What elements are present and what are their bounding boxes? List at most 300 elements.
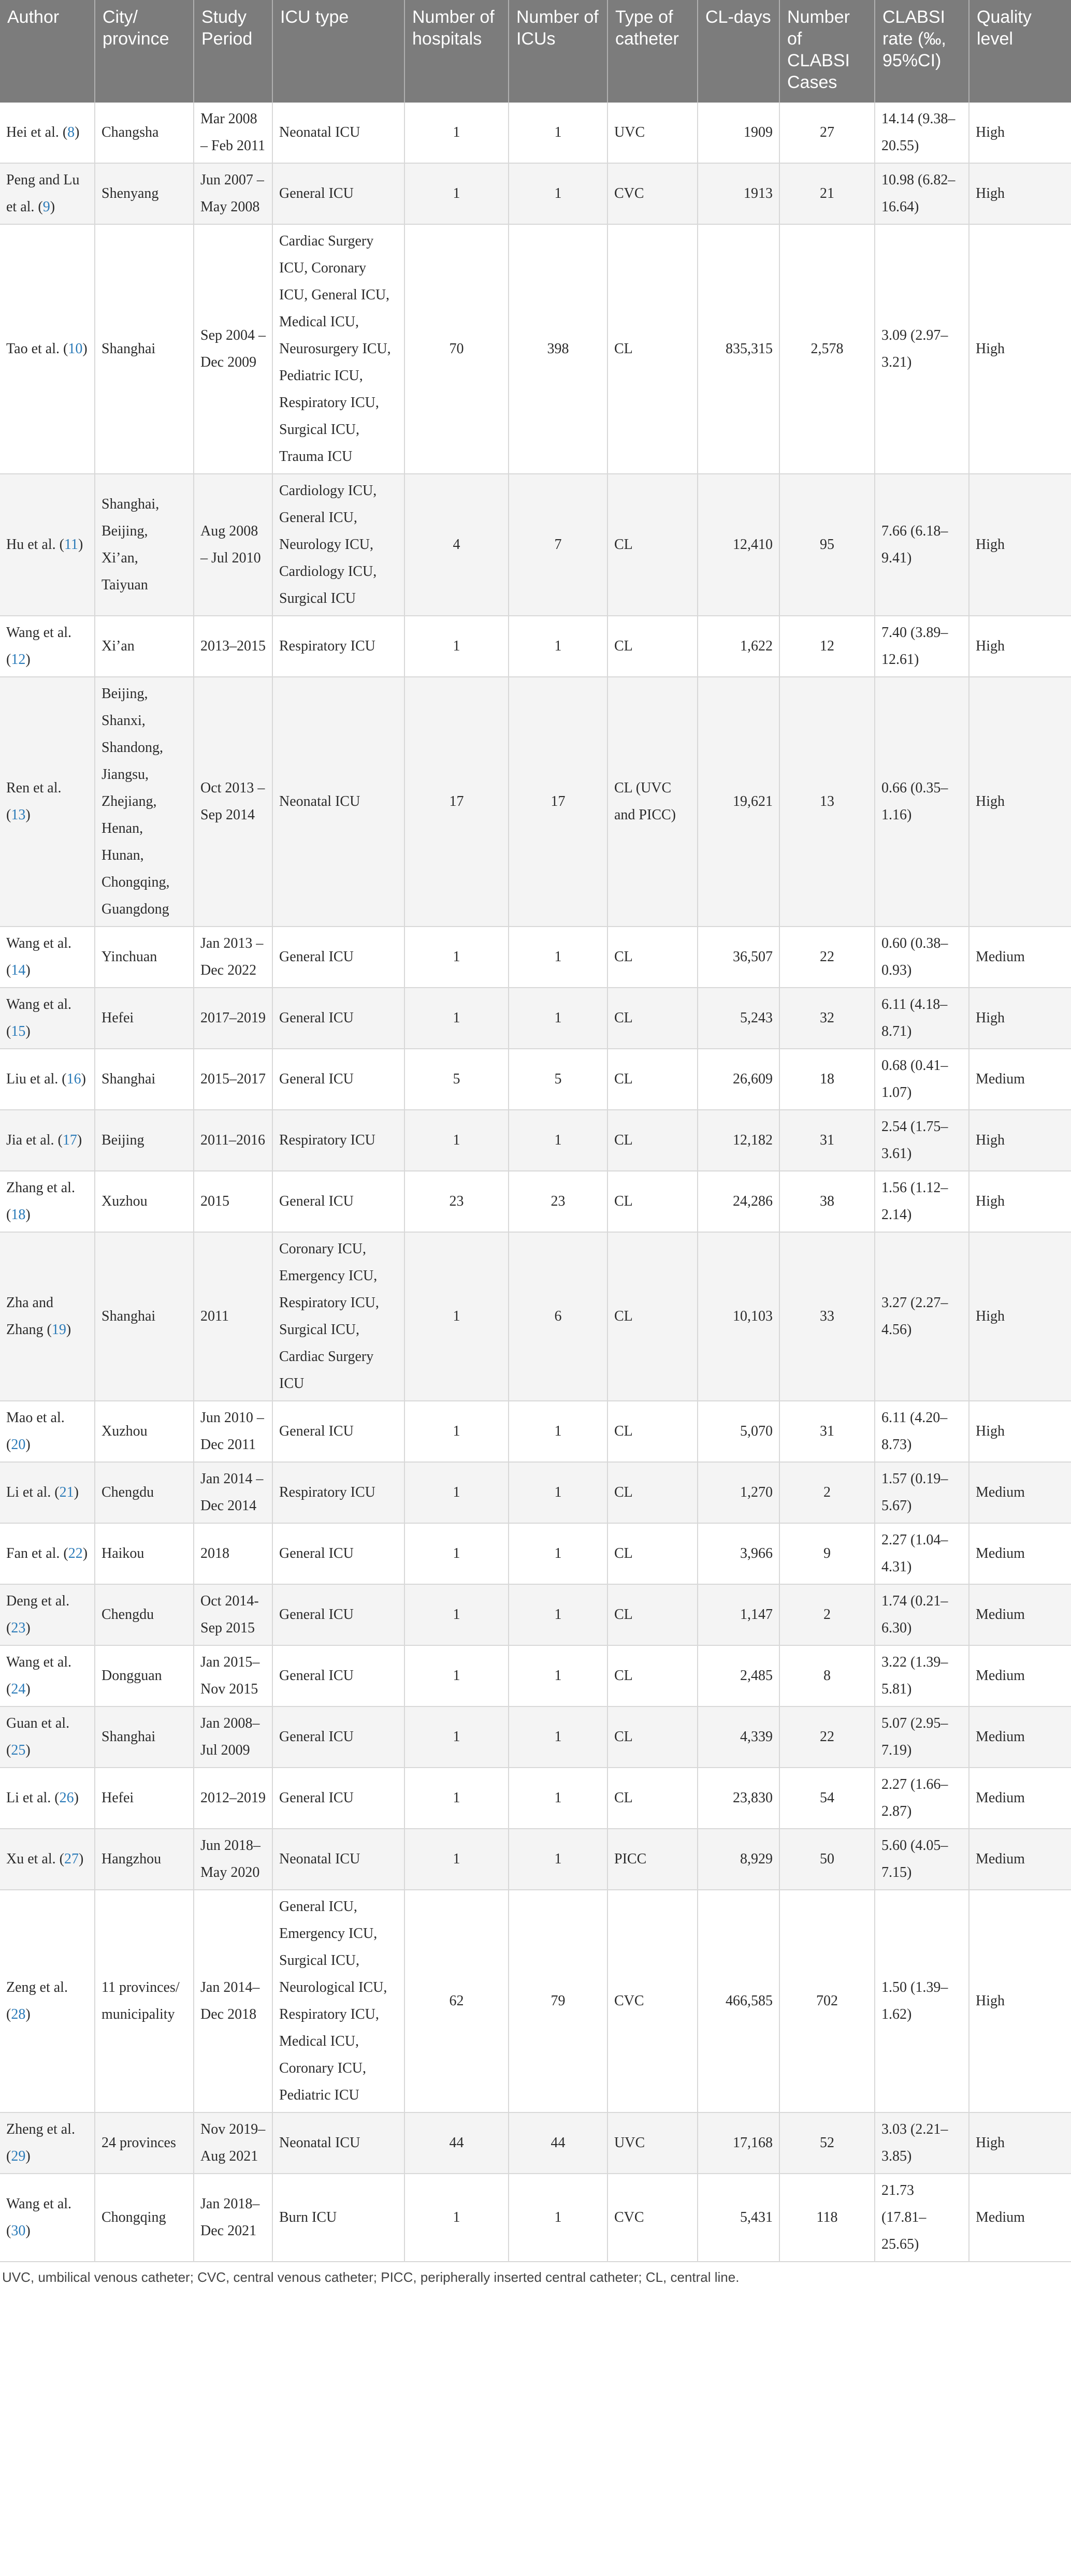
reference-link[interactable]: 20 [11, 1437, 26, 1453]
icus-count-cell: 6 [509, 1232, 607, 1401]
cl-days-cell: 5,070 [698, 1401, 779, 1462]
quality-level-cell: Medium [969, 1706, 1071, 1768]
icu-type-cell: General ICU [272, 1768, 404, 1829]
table-row [0, 2112, 1071, 2174]
reference-link[interactable]: 17 [62, 1132, 77, 1148]
column-header: Number of hospitals [404, 0, 509, 103]
cl-days-cell: 5,243 [698, 988, 779, 1049]
quality-level-cell: Medium [969, 1049, 1071, 1110]
icus-count-cell: 1 [509, 1401, 607, 1462]
clabsi-rate-cell: 2.27 (1.04–4.31) [875, 1523, 969, 1584]
author-name: Wang et al. [6, 625, 72, 641]
city-cell: Shenyang [95, 163, 194, 224]
table-row [0, 988, 1071, 1049]
author-name: Li et al. [6, 1790, 51, 1806]
study-period-cell: 2011 [194, 1232, 272, 1401]
study-period-cell: Jun 2010 – Dec 2011 [194, 1401, 272, 1462]
study-period-cell: Jan 2015– Nov 2015 [194, 1645, 272, 1706]
icu-type-cell: Respiratory ICU [272, 1110, 404, 1171]
study-period-cell: Jan 2014– Dec 2018 [194, 1890, 272, 2112]
hospitals-count-cell: 1 [404, 103, 509, 163]
study-period-cell: Aug 2008 – Jul 2010 [194, 474, 272, 616]
clabsi-rate-cell: 0.66 (0.35–1.16) [875, 677, 969, 927]
table-body [0, 103, 1071, 2262]
quality-level-cell: Medium [969, 1462, 1071, 1523]
catheter-type-cell: UVC [607, 2112, 698, 2174]
icu-type-cell: General ICU [272, 1171, 404, 1232]
clabsi-rate-cell: 1.74 (0.21–6.30) [875, 1584, 969, 1645]
icu-type-cell: Burn ICU [272, 2174, 404, 2262]
cl-days-cell: 1913 [698, 163, 779, 224]
icus-count-cell: 1 [509, 1584, 607, 1645]
quality-level-cell: High [969, 1401, 1071, 1462]
reference-link[interactable]: 11 [64, 537, 78, 553]
hospitals-count-cell: 1 [404, 1584, 509, 1645]
reference-link[interactable]: 15 [11, 1023, 26, 1039]
quality-level-cell: High [969, 2112, 1071, 2174]
author-cell: Zha and Zhang (19) [0, 1232, 95, 1401]
author-cell: Liu et al. (16) [0, 1049, 95, 1110]
study-period-cell: Oct 2013 – Sep 2014 [194, 677, 272, 927]
catheter-type-cell: CL [607, 1401, 698, 1462]
author-cell: Zeng et al. (28) [0, 1890, 95, 2112]
study-period-cell: Jun 2007 – May 2008 [194, 163, 272, 224]
cl-days-cell: 1,622 [698, 616, 779, 677]
icus-count-cell: 1 [509, 1768, 607, 1829]
icus-count-cell: 1 [509, 927, 607, 988]
icu-type-cell: General ICU [272, 163, 404, 224]
icu-type-cell: Coronary ICU, Emergency ICU, Respiratory ICU, Surgical ICU, Cardiac Surgery ICU [272, 1232, 404, 1401]
cl-days-cell: 1,270 [698, 1462, 779, 1523]
table-row [0, 1768, 1071, 1829]
study-period-cell: 2012–2019 [194, 1768, 272, 1829]
author-name: Xu et al. [6, 1851, 56, 1867]
clabsi-rate-cell: 21.73 (17.81–25.65) [875, 2174, 969, 2262]
clabsi-cases-cell: 31 [779, 1401, 875, 1462]
study-period-cell: 2015 [194, 1171, 272, 1232]
table-row [0, 474, 1071, 616]
clabsi-rate-cell: 2.54 (1.75–3.61) [875, 1110, 969, 1171]
table-row [0, 677, 1071, 927]
clabsi-cases-cell: 2,578 [779, 224, 875, 474]
table-row [0, 1706, 1071, 1768]
reference-link[interactable]: 12 [11, 652, 26, 668]
table-row [0, 927, 1071, 988]
catheter-type-cell: CL [607, 474, 698, 616]
study-period-cell: Oct 2014- Sep 2015 [194, 1584, 272, 1645]
icu-type-cell: General ICU [272, 988, 404, 1049]
hospitals-count-cell: 70 [404, 224, 509, 474]
icus-count-cell: 1 [509, 1523, 607, 1584]
hospitals-count-cell: 1 [404, 1706, 509, 1768]
city-cell: Haikou [95, 1523, 194, 1584]
author-cell: Li et al. (21) [0, 1462, 95, 1523]
quality-level-cell: Medium [969, 1523, 1071, 1584]
clabsi-rate-cell: 0.60 (0.38–0.93) [875, 927, 969, 988]
author-cell: Peng and Lu et al. (9) [0, 163, 95, 224]
hospitals-count-cell: 1 [404, 1645, 509, 1706]
clabsi-rate-cell: 6.11 (4.20–8.73) [875, 1401, 969, 1462]
clabsi-cases-cell: 13 [779, 677, 875, 927]
quality-level-cell: Medium [969, 1768, 1071, 1829]
quality-level-cell: High [969, 103, 1071, 163]
clabsi-cases-cell: 8 [779, 1645, 875, 1706]
cl-days-cell: 24,286 [698, 1171, 779, 1232]
column-header: Quality level [969, 0, 1071, 103]
clabsi-cases-cell: 33 [779, 1232, 875, 1401]
clabsi-cases-cell: 12 [779, 616, 875, 677]
study-period-cell: 2013–2015 [194, 616, 272, 677]
quality-level-cell: High [969, 224, 1071, 474]
hospitals-count-cell: 1 [404, 1523, 509, 1584]
hospitals-count-cell: 62 [404, 1890, 509, 2112]
author-cell: Jia et al. (17) [0, 1110, 95, 1171]
clabsi-rate-cell: 1.57 (0.19–5.67) [875, 1462, 969, 1523]
hospitals-count-cell: 1 [404, 616, 509, 677]
quality-level-cell: Medium [969, 927, 1071, 988]
city-cell: Shanghai [95, 1706, 194, 1768]
author-name: Wang et al. [6, 935, 72, 951]
column-header: Number of ICUs [509, 0, 607, 103]
catheter-type-cell: UVC [607, 103, 698, 163]
city-cell: Changsha [95, 103, 194, 163]
reference-link[interactable]: 22 [68, 1545, 83, 1561]
cl-days-cell: 3,966 [698, 1523, 779, 1584]
hospitals-count-cell: 5 [404, 1049, 509, 1110]
table-row [0, 1171, 1071, 1232]
author-cell: Guan et al. (25) [0, 1706, 95, 1768]
clabsi-rate-cell: 0.68 (0.41–1.07) [875, 1049, 969, 1110]
city-cell: Shanghai, Beijing, Xi’an, Taiyuan [95, 474, 194, 616]
quality-level-cell: High [969, 677, 1071, 927]
table-row [0, 2174, 1071, 2262]
author-name: Wang et al. [6, 996, 72, 1012]
catheter-type-cell: CL [607, 1232, 698, 1401]
reference-link[interactable]: 13 [11, 807, 26, 823]
clabsi-rate-cell: 7.66 (6.18–9.41) [875, 474, 969, 616]
reference-link[interactable]: 18 [11, 1207, 26, 1223]
cl-days-cell: 5,431 [698, 2174, 779, 2262]
catheter-type-cell: CL [607, 616, 698, 677]
table-row [0, 1462, 1071, 1523]
city-cell: 11 provinces/ municipality [95, 1890, 194, 2112]
reference-link[interactable]: 8 [67, 124, 75, 140]
author-name: Mao et al. [6, 1410, 65, 1426]
catheter-type-cell: CL [607, 1584, 698, 1645]
catheter-type-cell: CL [607, 1171, 698, 1232]
author-cell: Ren et al. (13) [0, 677, 95, 927]
catheter-type-cell: CL [607, 224, 698, 474]
clabsi-cases-cell: 95 [779, 474, 875, 616]
author-name: Ren et al. [6, 780, 62, 796]
author-name: Tao et al. [6, 341, 60, 357]
column-header: Type of catheter [607, 0, 698, 103]
cl-days-cell: 2,485 [698, 1645, 779, 1706]
cl-days-cell: 17,168 [698, 2112, 779, 2174]
clabsi-rate-cell: 1.56 (1.12–2.14) [875, 1171, 969, 1232]
city-cell: Xuzhou [95, 1401, 194, 1462]
author-name: Wang et al. [6, 2196, 72, 2212]
icu-type-cell: General ICU [272, 1706, 404, 1768]
clabsi-cases-cell: 702 [779, 1890, 875, 2112]
clabsi-rate-cell: 3.27 (2.27–4.56) [875, 1232, 969, 1401]
icu-type-cell: Neonatal ICU [272, 2112, 404, 2174]
hospitals-count-cell: 1 [404, 1829, 509, 1890]
hospitals-count-cell: 1 [404, 1462, 509, 1523]
icus-count-cell: 1 [509, 163, 607, 224]
icu-type-cell: Neonatal ICU [272, 677, 404, 927]
study-period-cell: 2011–2016 [194, 1110, 272, 1171]
study-period-cell: Mar 2008 – Feb 2011 [194, 103, 272, 163]
clabsi-cases-cell: 38 [779, 1171, 875, 1232]
column-header: Author [0, 0, 95, 103]
reference-link[interactable]: 30 [11, 2223, 26, 2239]
clabsi-rate-cell: 7.40 (3.89–12.61) [875, 616, 969, 677]
icu-type-cell: General ICU [272, 1523, 404, 1584]
hospitals-count-cell: 17 [404, 677, 509, 927]
quality-level-cell: High [969, 1110, 1071, 1171]
hospitals-count-cell: 4 [404, 474, 509, 616]
author-name: Liu et al. [6, 1071, 59, 1087]
header-row [0, 0, 1071, 103]
quality-level-cell: Medium [969, 1584, 1071, 1645]
quality-level-cell: High [969, 988, 1071, 1049]
catheter-type-cell: CVC [607, 1890, 698, 2112]
table-row [0, 1890, 1071, 2112]
reference-link[interactable]: 24 [11, 1681, 26, 1697]
icu-type-cell: General ICU [272, 1584, 404, 1645]
catheter-type-cell: CL [607, 1049, 698, 1110]
icu-type-cell: General ICU [272, 1645, 404, 1706]
clabsi-cases-cell: 54 [779, 1768, 875, 1829]
quality-level-cell: Medium [969, 1829, 1071, 1890]
author-cell: Zheng et al. (29) [0, 2112, 95, 2174]
table-row [0, 1829, 1071, 1890]
author-name: Hei et al. [6, 124, 59, 140]
reference-link[interactable]: 26 [59, 1790, 74, 1806]
clabsi-cases-cell: 52 [779, 2112, 875, 2174]
author-cell: Hei et al. (8) [0, 103, 95, 163]
icu-type-cell: General ICU [272, 927, 404, 988]
reference-link[interactable]: 19 [51, 1322, 66, 1338]
reference-link[interactable]: 10 [68, 341, 83, 357]
city-cell: Beijing, Shanxi, Shandong, Jiangsu, Zhejiang, Henan, Hunan, Chongqing, Guangdong [95, 677, 194, 927]
catheter-type-cell: CVC [607, 2174, 698, 2262]
table-row [0, 163, 1071, 224]
author-name: Zheng et al. [6, 2121, 75, 2137]
icus-count-cell: 1 [509, 1110, 607, 1171]
table-row [0, 1110, 1071, 1171]
catheter-type-cell: CL [607, 1523, 698, 1584]
author-name: Guan et al. [6, 1715, 70, 1731]
cl-days-cell: 466,585 [698, 1890, 779, 2112]
column-header: CL-days [698, 0, 779, 103]
hospitals-count-cell: 44 [404, 2112, 509, 2174]
author-cell: Fan et al. (22) [0, 1523, 95, 1584]
study-period-cell: Jan 2018– Dec 2021 [194, 2174, 272, 2262]
column-header: Number of CLABSI Cases [779, 0, 875, 103]
icus-count-cell: 1 [509, 616, 607, 677]
author-cell: Zhang et al. (18) [0, 1171, 95, 1232]
icus-count-cell: 1 [509, 988, 607, 1049]
clabsi-cases-cell: 22 [779, 1706, 875, 1768]
catheter-type-cell: CL [607, 1706, 698, 1768]
hospitals-count-cell: 1 [404, 988, 509, 1049]
cl-days-cell: 835,315 [698, 224, 779, 474]
icus-count-cell: 79 [509, 1890, 607, 2112]
clabsi-rate-cell: 5.60 (4.05–7.15) [875, 1829, 969, 1890]
clabsi-cases-cell: 22 [779, 927, 875, 988]
study-period-cell: Jun 2018– May 2020 [194, 1829, 272, 1890]
author-name: Fan et al. [6, 1545, 60, 1561]
author-name: Zeng et al. [6, 1979, 68, 1995]
author-cell: Hu et al. (11) [0, 474, 95, 616]
study-period-cell: Jan 2014 – Dec 2014 [194, 1462, 272, 1523]
author-cell: Xu et al. (27) [0, 1829, 95, 1890]
cl-days-cell: 10,103 [698, 1232, 779, 1401]
catheter-type-cell: CL [607, 927, 698, 988]
catheter-type-cell: CL [607, 1645, 698, 1706]
author-cell: Li et al. (26) [0, 1768, 95, 1829]
clabsi-cases-cell: 27 [779, 103, 875, 163]
table-row [0, 1401, 1071, 1462]
hospitals-count-cell: 1 [404, 1232, 509, 1401]
icus-count-cell: 1 [509, 1645, 607, 1706]
reference-link[interactable]: 28 [11, 2006, 26, 2022]
city-cell: Dongguan [95, 1645, 194, 1706]
clabsi-cases-cell: 9 [779, 1523, 875, 1584]
clabsi-cases-cell: 2 [779, 1462, 875, 1523]
table-footnote: UVC, umbilical venous catheter; CVC, central venous catheter; PICC, peripherally inserted central catheter; CL, central line. [2, 2269, 740, 2285]
quality-level-cell: Medium [969, 1645, 1071, 1706]
author-cell: Deng et al. (23) [0, 1584, 95, 1645]
city-cell: Hefei [95, 1768, 194, 1829]
author-cell: Wang et al. (30) [0, 2174, 95, 2262]
icus-count-cell: 1 [509, 1706, 607, 1768]
clabsi-rate-cell: 3.09 (2.97–3.21) [875, 224, 969, 474]
column-header: CLABSI rate (‰, 95%CI) [875, 0, 969, 103]
clabsi-cases-cell: 31 [779, 1110, 875, 1171]
hospitals-count-cell: 1 [404, 163, 509, 224]
author-cell: Wang et al. (14) [0, 927, 95, 988]
clabsi-cases-cell: 21 [779, 163, 875, 224]
cl-days-cell: 1909 [698, 103, 779, 163]
reference-link[interactable]: 27 [64, 1851, 79, 1867]
clabsi-rate-cell: 3.03 (2.21–3.85) [875, 2112, 969, 2174]
catheter-type-cell: CL [607, 988, 698, 1049]
reference-link[interactable]: 29 [11, 2148, 26, 2164]
column-header: Study Period [194, 0, 272, 103]
study-period-cell: Jan 2008– Jul 2009 [194, 1706, 272, 1768]
cl-days-cell: 36,507 [698, 927, 779, 988]
icus-count-cell: 44 [509, 2112, 607, 2174]
city-cell: 24 provinces [95, 2112, 194, 2174]
quality-level-cell: High [969, 474, 1071, 616]
icu-type-cell: General ICU [272, 1049, 404, 1110]
study-period-cell: Sep 2004 – Dec 2009 [194, 224, 272, 474]
reference-link[interactable]: 25 [11, 1742, 26, 1758]
icus-count-cell: 7 [509, 474, 607, 616]
clabsi-rate-cell: 14.14 (9.38–20.55) [875, 103, 969, 163]
icu-type-cell: Respiratory ICU [272, 616, 404, 677]
icu-type-cell: Cardiology ICU, General ICU, Neurology ICU, Cardiology ICU, Surgical ICU [272, 474, 404, 616]
catheter-type-cell: CL [607, 1768, 698, 1829]
catheter-type-cell: PICC [607, 1829, 698, 1890]
cl-days-cell: 1,147 [698, 1584, 779, 1645]
quality-level-cell: High [969, 616, 1071, 677]
study-period-cell: Jan 2013 – Dec 2022 [194, 927, 272, 988]
clabsi-rate-cell: 6.11 (4.18–8.71) [875, 988, 969, 1049]
catheter-type-cell: CVC [607, 163, 698, 224]
icu-type-cell: Cardiac Surgery ICU, Coronary ICU, General ICU, Medical ICU, Neurosurgery ICU, Pediatric ICU, Respiratory ICU, Surgical ICU, Trauma ICU [272, 224, 404, 474]
clabsi-rate-cell: 5.07 (2.95–7.19) [875, 1706, 969, 1768]
hospitals-count-cell: 23 [404, 1171, 509, 1232]
hospitals-count-cell: 1 [404, 1110, 509, 1171]
city-cell: Hangzhou [95, 1829, 194, 1890]
cl-days-cell: 19,621 [698, 677, 779, 927]
icus-count-cell: 1 [509, 1462, 607, 1523]
catheter-type-cell: CL [607, 1462, 698, 1523]
author-name: Jia et al. [6, 1132, 54, 1148]
reference-link[interactable]: 21 [59, 1484, 74, 1500]
reference-link[interactable]: 9 [42, 199, 50, 215]
table-row [0, 1049, 1071, 1110]
author-name: Zha and Zhang [6, 1295, 53, 1338]
table-row [0, 103, 1071, 163]
study-period-cell: 2018 [194, 1523, 272, 1584]
author-name: Li et al. [6, 1484, 51, 1500]
icu-type-cell: General ICU [272, 1401, 404, 1462]
table-row [0, 616, 1071, 677]
table-row [0, 1645, 1071, 1706]
hospitals-count-cell: 1 [404, 927, 509, 988]
city-cell: Beijing [95, 1110, 194, 1171]
quality-level-cell: High [969, 1232, 1071, 1401]
author-cell: Tao et al. (10) [0, 224, 95, 474]
author-cell: Wang et al. (15) [0, 988, 95, 1049]
author-cell: Mao et al. (20) [0, 1401, 95, 1462]
city-cell: Shanghai [95, 1049, 194, 1110]
city-cell: Yinchuan [95, 927, 194, 988]
reference-link[interactable]: 23 [11, 1620, 26, 1636]
hospitals-count-cell: 1 [404, 2174, 509, 2262]
city-cell: Chengdu [95, 1462, 194, 1523]
author-name: Peng and Lu et al. [6, 172, 80, 215]
clabsi-cases-cell: 2 [779, 1584, 875, 1645]
icus-count-cell: 1 [509, 1829, 607, 1890]
icus-count-cell: 398 [509, 224, 607, 474]
column-header: ICU type [272, 0, 404, 103]
cl-days-cell: 26,609 [698, 1049, 779, 1110]
study-period-cell: 2017–2019 [194, 988, 272, 1049]
icus-count-cell: 1 [509, 103, 607, 163]
cl-days-cell: 23,830 [698, 1768, 779, 1829]
table-row [0, 1523, 1071, 1584]
author-name: Zhang et al. [6, 1180, 75, 1196]
city-cell: Xi’an [95, 616, 194, 677]
icus-count-cell: 23 [509, 1171, 607, 1232]
hospitals-count-cell: 1 [404, 1401, 509, 1462]
table-row [0, 1584, 1071, 1645]
author-cell: Wang et al. (24) [0, 1645, 95, 1706]
icu-type-cell: Neonatal ICU [272, 103, 404, 163]
city-cell: Shanghai [95, 224, 194, 474]
reference-link[interactable]: 16 [66, 1071, 81, 1087]
reference-link[interactable]: 14 [11, 962, 26, 978]
icu-type-cell: Respiratory ICU [272, 1462, 404, 1523]
catheter-type-cell: CL [607, 1110, 698, 1171]
icus-count-cell: 17 [509, 677, 607, 927]
